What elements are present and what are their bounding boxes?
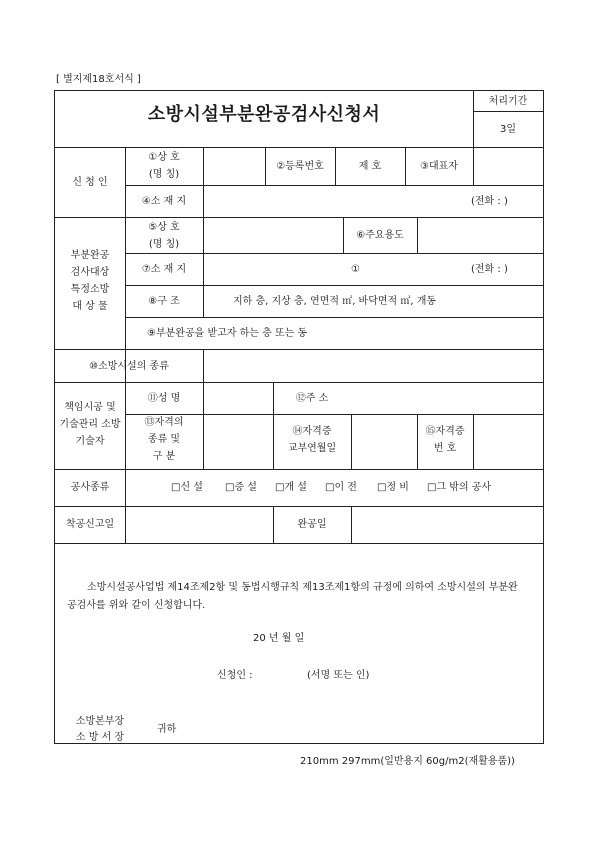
technician-address-label: ⑫주 소 bbox=[295, 393, 329, 404]
work-type-renovation[interactable]: □개 설 bbox=[275, 482, 307, 493]
target-section-label-1: 부분완공 bbox=[70, 250, 110, 261]
certificate-issue-date-label-2: 교부연월일 bbox=[287, 443, 337, 454]
application-statement: 소방시설공사업법 제14조제2항 및 동법시행규칙 제13조제1항의 규정에 의하여 소방시설의 부분완공검사를 위와 같이 신청합니다. bbox=[67, 582, 518, 611]
recipient-fire-headquarters: 소방본부장 bbox=[75, 716, 125, 727]
processing-divider bbox=[473, 111, 543, 112]
form-title: 소방시설부분완공검사신청서 bbox=[147, 104, 381, 125]
recipient-suffix: 귀하 bbox=[157, 724, 177, 735]
target-address-mark: ① bbox=[351, 264, 360, 275]
row-divider bbox=[125, 414, 543, 415]
applicant-name-label: ①상 호 bbox=[148, 152, 180, 163]
row-divider bbox=[55, 217, 543, 218]
col-divider bbox=[351, 506, 352, 543]
applicant-sign-note: (서명 또는 인) bbox=[307, 670, 370, 681]
row-divider bbox=[125, 185, 543, 186]
row-divider bbox=[55, 543, 543, 544]
structure-value: 지하 층, 지상 층, 연면적 ㎡, 바닥면적 ㎡, 개동 bbox=[233, 296, 437, 307]
technician-section-label-1: 책임시공 및 bbox=[64, 402, 116, 413]
paper-spec-footer: 210mm 297mm(일반용지 60g/m2(재활용품)) bbox=[300, 756, 515, 767]
applicant-section-label: 신 청 인 bbox=[72, 177, 108, 188]
qualification-label-3: 구 분 bbox=[152, 451, 176, 462]
qualification-label-2: 종류 및 bbox=[147, 434, 181, 445]
processing-label: 처리기간 bbox=[488, 96, 528, 107]
processing-value: 3일 bbox=[499, 124, 517, 135]
col-divider bbox=[203, 382, 204, 469]
technician-section-label-2: 기술관리 소방 bbox=[59, 419, 121, 430]
technician-section-label-3: 기술자 bbox=[75, 436, 105, 447]
certificate-number-label-1: ⑮자격증 bbox=[425, 426, 465, 437]
form-number: [ 별지제18호서식 ] bbox=[56, 74, 141, 85]
certificate-issue-date-label-1: ⑭자격증 bbox=[292, 426, 332, 437]
col-divider bbox=[203, 349, 204, 382]
application-date: 20 년 월 일 bbox=[253, 633, 305, 644]
facility-type-label: ⑩소방시설의 종류 bbox=[89, 361, 169, 372]
work-type-label: 공사종류 bbox=[70, 482, 110, 493]
qualification-label-1: ⑬자격의 bbox=[144, 417, 184, 428]
col-divider bbox=[203, 185, 204, 217]
registration-number-label: ②등록번호 bbox=[276, 161, 324, 172]
recipient-fire-station: 소 방 서 장 bbox=[75, 732, 125, 743]
col-divider bbox=[473, 147, 474, 185]
row-divider bbox=[55, 349, 543, 350]
applicant-name-label-sub: (명 칭) bbox=[148, 169, 180, 180]
row-divider bbox=[55, 147, 543, 148]
col-divider bbox=[203, 147, 204, 185]
target-name-label-sub: (명 칭) bbox=[148, 239, 180, 250]
target-phone: (전화 : ) bbox=[471, 264, 508, 275]
col-divider bbox=[473, 414, 474, 469]
registration-number-value: 제 호 bbox=[358, 161, 382, 172]
target-section-label-4: 대 상 물 bbox=[72, 301, 108, 312]
target-name-label: ⑤상 호 bbox=[148, 222, 180, 233]
target-section-label-3: 특정소방 bbox=[70, 284, 110, 295]
technician-name-label: ⑪성 명 bbox=[147, 393, 181, 404]
certificate-number-label-2: 번 호 bbox=[433, 443, 457, 454]
work-type-new[interactable]: □신 설 bbox=[171, 482, 203, 493]
work-type-other[interactable]: □그 밖의 공사 bbox=[427, 482, 492, 493]
row-divider bbox=[125, 317, 543, 318]
structure-label: ⑧구 조 bbox=[148, 296, 180, 307]
row-divider bbox=[55, 382, 543, 383]
row-divider bbox=[125, 285, 543, 286]
applicant-phone: (전화 : ) bbox=[471, 196, 508, 207]
completion-date-label: 완공일 bbox=[297, 519, 327, 530]
col-divider bbox=[417, 217, 418, 253]
start-report-date-label: 착공신고일 bbox=[65, 519, 115, 530]
partial-completion-floor-label: ⑨부분완공을 받고자 하는 층 또는 동 bbox=[147, 328, 308, 339]
applicant-sign-label: 신청인 : bbox=[217, 670, 253, 681]
work-type-maintenance[interactable]: □정 비 bbox=[377, 482, 409, 493]
target-address-label: ⑦소 재 지 bbox=[141, 264, 187, 275]
application-form bbox=[54, 90, 544, 744]
row-divider bbox=[125, 253, 543, 254]
work-type-relocation[interactable]: □이 전 bbox=[325, 482, 357, 493]
work-type-expansion[interactable]: □증 설 bbox=[225, 482, 257, 493]
col-divider bbox=[203, 217, 204, 317]
col-divider bbox=[351, 414, 352, 469]
target-section-label-2: 검사대상 bbox=[70, 267, 110, 278]
applicant-address-label: ④소 재 지 bbox=[141, 196, 187, 207]
row-divider bbox=[55, 506, 543, 507]
main-use-label: ⑥주요용도 bbox=[356, 230, 404, 241]
row-divider bbox=[55, 469, 543, 470]
representative-label: ③대표자 bbox=[420, 161, 458, 172]
